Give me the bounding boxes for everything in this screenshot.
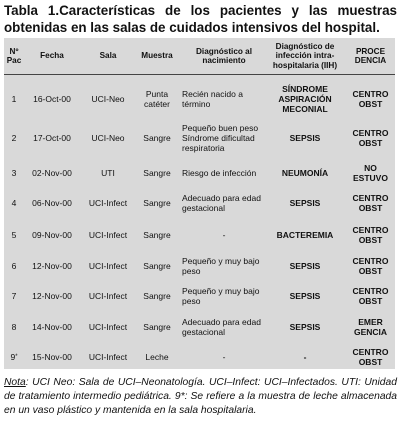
cell-diagnostico: Pequeño buen peso Síndrome dificultad respiratoria [182, 123, 259, 153]
cell-infeccion: NEUMONÍA [281, 168, 329, 178]
cell-procedencia: CENTRO OBST [352, 256, 389, 276]
cell-muestra: Sangre [143, 133, 171, 143]
cell-diagnostico: - [222, 351, 226, 362]
cell-procedencia: NO ESTUVO [353, 163, 388, 183]
table-row [4, 188, 395, 218]
cell-num: 8 [11, 322, 17, 332]
cell-muestra: Sangre [143, 230, 171, 240]
table-row [4, 162, 395, 184]
cell-diagnostico: Pequeño y muy bajo peso [182, 256, 260, 276]
cell-sala: UCI-Infect [88, 261, 128, 271]
cell-fecha: 16-Oct-00 [33, 94, 71, 104]
cell-muestra: Sangre [143, 168, 171, 178]
cell-muestra: Leche [145, 351, 169, 362]
cell-infeccion: SEPSIS [289, 198, 321, 208]
cell-infeccion: - [303, 351, 307, 362]
cell-diagnostico: Pequeño y muy bajo peso [182, 286, 260, 306]
header-fecha: Fecha [40, 51, 64, 61]
cell-fecha: 02-Nov-00 [32, 168, 72, 178]
cell-num: 6 [11, 261, 17, 271]
cell-sala: UCI-Neo [91, 94, 125, 104]
cell-procedencia: CENTRO OBST [352, 128, 389, 148]
table-row [4, 82, 395, 116]
cell-infeccion: SÍNDROME ASPIRACIÓN MECONIAL [278, 84, 332, 114]
cell-muestra: Sangre [143, 198, 171, 208]
table-header [4, 38, 395, 75]
cell-fecha: 14-Nov-00 [32, 322, 72, 332]
table-row [4, 344, 395, 369]
cell-fecha: 09-Nov-00 [32, 230, 72, 240]
cell-num: 5 [11, 230, 17, 240]
cell-diagnostico: Recién nacido a término [182, 89, 243, 109]
cell-diagnostico: Adecuado para edad gestacional [182, 317, 261, 337]
cell-fecha: 17-Oct-00 [33, 133, 71, 143]
cell-num-value: 9 [10, 351, 16, 362]
header-diagnostico: Diagnóstico al nacimiento [196, 46, 252, 65]
cell-diagnostico: - [222, 230, 226, 240]
cell-procedencia: CENTRO OBST [352, 89, 389, 109]
cell-sala: UCI-Infect [88, 198, 128, 208]
table-row [4, 222, 395, 248]
cell-muestra: Punta catéter [144, 89, 170, 109]
cell-fecha: 06-Nov-00 [32, 198, 72, 208]
cell-sala: UCI-Infect [88, 322, 128, 332]
cell-diagnostico: Adecuado para edad gestacional [182, 193, 261, 213]
cell-num: 4 [11, 198, 17, 208]
cell-sala: UCI-Infect [88, 230, 128, 240]
note-label: Nota [4, 377, 26, 388]
cell-num: 2 [11, 133, 17, 143]
cell-procedencia: CENTRO OBST [352, 225, 389, 245]
cell-sala: UTI [101, 168, 115, 178]
cell-num: 7 [11, 291, 17, 301]
cell-num: 1 [11, 94, 17, 104]
cell-num: 3 [11, 168, 17, 178]
cell-sala: UCI-Infect [88, 291, 128, 301]
cell-sala: UCI-Neo [91, 133, 125, 143]
table-row [4, 118, 395, 158]
cell-muestra: Sangre [143, 322, 171, 332]
cell-infeccion: SEPSIS [289, 261, 321, 271]
header-procedencia: PROCE DENCIA [354, 46, 387, 65]
cell-procedencia: CENTRO OBST [352, 193, 389, 213]
cell-fecha: 12-Nov-00 [32, 261, 72, 271]
cell-infeccion: SEPSIS [289, 133, 321, 143]
header-num: Nº Pac [6, 46, 22, 65]
cell-infeccion: BACTEREMIA [276, 230, 334, 240]
cell-num: 9 * [10, 351, 18, 362]
note-text: : UCI Neo: Sala de UCI–Neonatología. UCI–Infect: UCI–Infectados. UTI: Unidad de tratamiento intermedio pediátrica. 9*: Se refiere a la muestra de leche almacenada en un vaso plástico y mantenida en la sala hospitalaria. [4, 377, 397, 416]
header-infeccion: Diagnóstico de infección intra-hospitalaria (IIH) [272, 41, 338, 70]
cell-muestra: Sangre [143, 291, 171, 301]
table-note [4, 376, 397, 418]
cell-infeccion: SEPSIS [289, 291, 321, 301]
cell-procedencia: CENTRO OBST [352, 346, 389, 367]
header-muestra: Muestra [141, 51, 173, 61]
cell-fecha: 15-Nov-00 [32, 351, 72, 362]
cell-procedencia: CENTRO OBST [352, 286, 389, 306]
cell-muestra: Sangre [143, 261, 171, 271]
cell-infeccion: SEPSIS [289, 322, 321, 332]
table-row [4, 252, 395, 280]
cell-fecha: 12-Nov-00 [32, 291, 72, 301]
cell-procedencia: EMER GENCIA [353, 317, 388, 337]
cell-diagnostico: Riesgo de infección [182, 168, 257, 178]
cell-sala: UCI-Infect [88, 351, 128, 362]
table-row [4, 282, 395, 310]
table-row [4, 312, 395, 342]
patients-table [4, 38, 395, 369]
header-sala: Sala [99, 51, 117, 61]
table-title: Tabla 1.Características de los pacientes y las muestras obtenidas en las salas de cuidados intensivos del hospital. [4, 3, 397, 35]
